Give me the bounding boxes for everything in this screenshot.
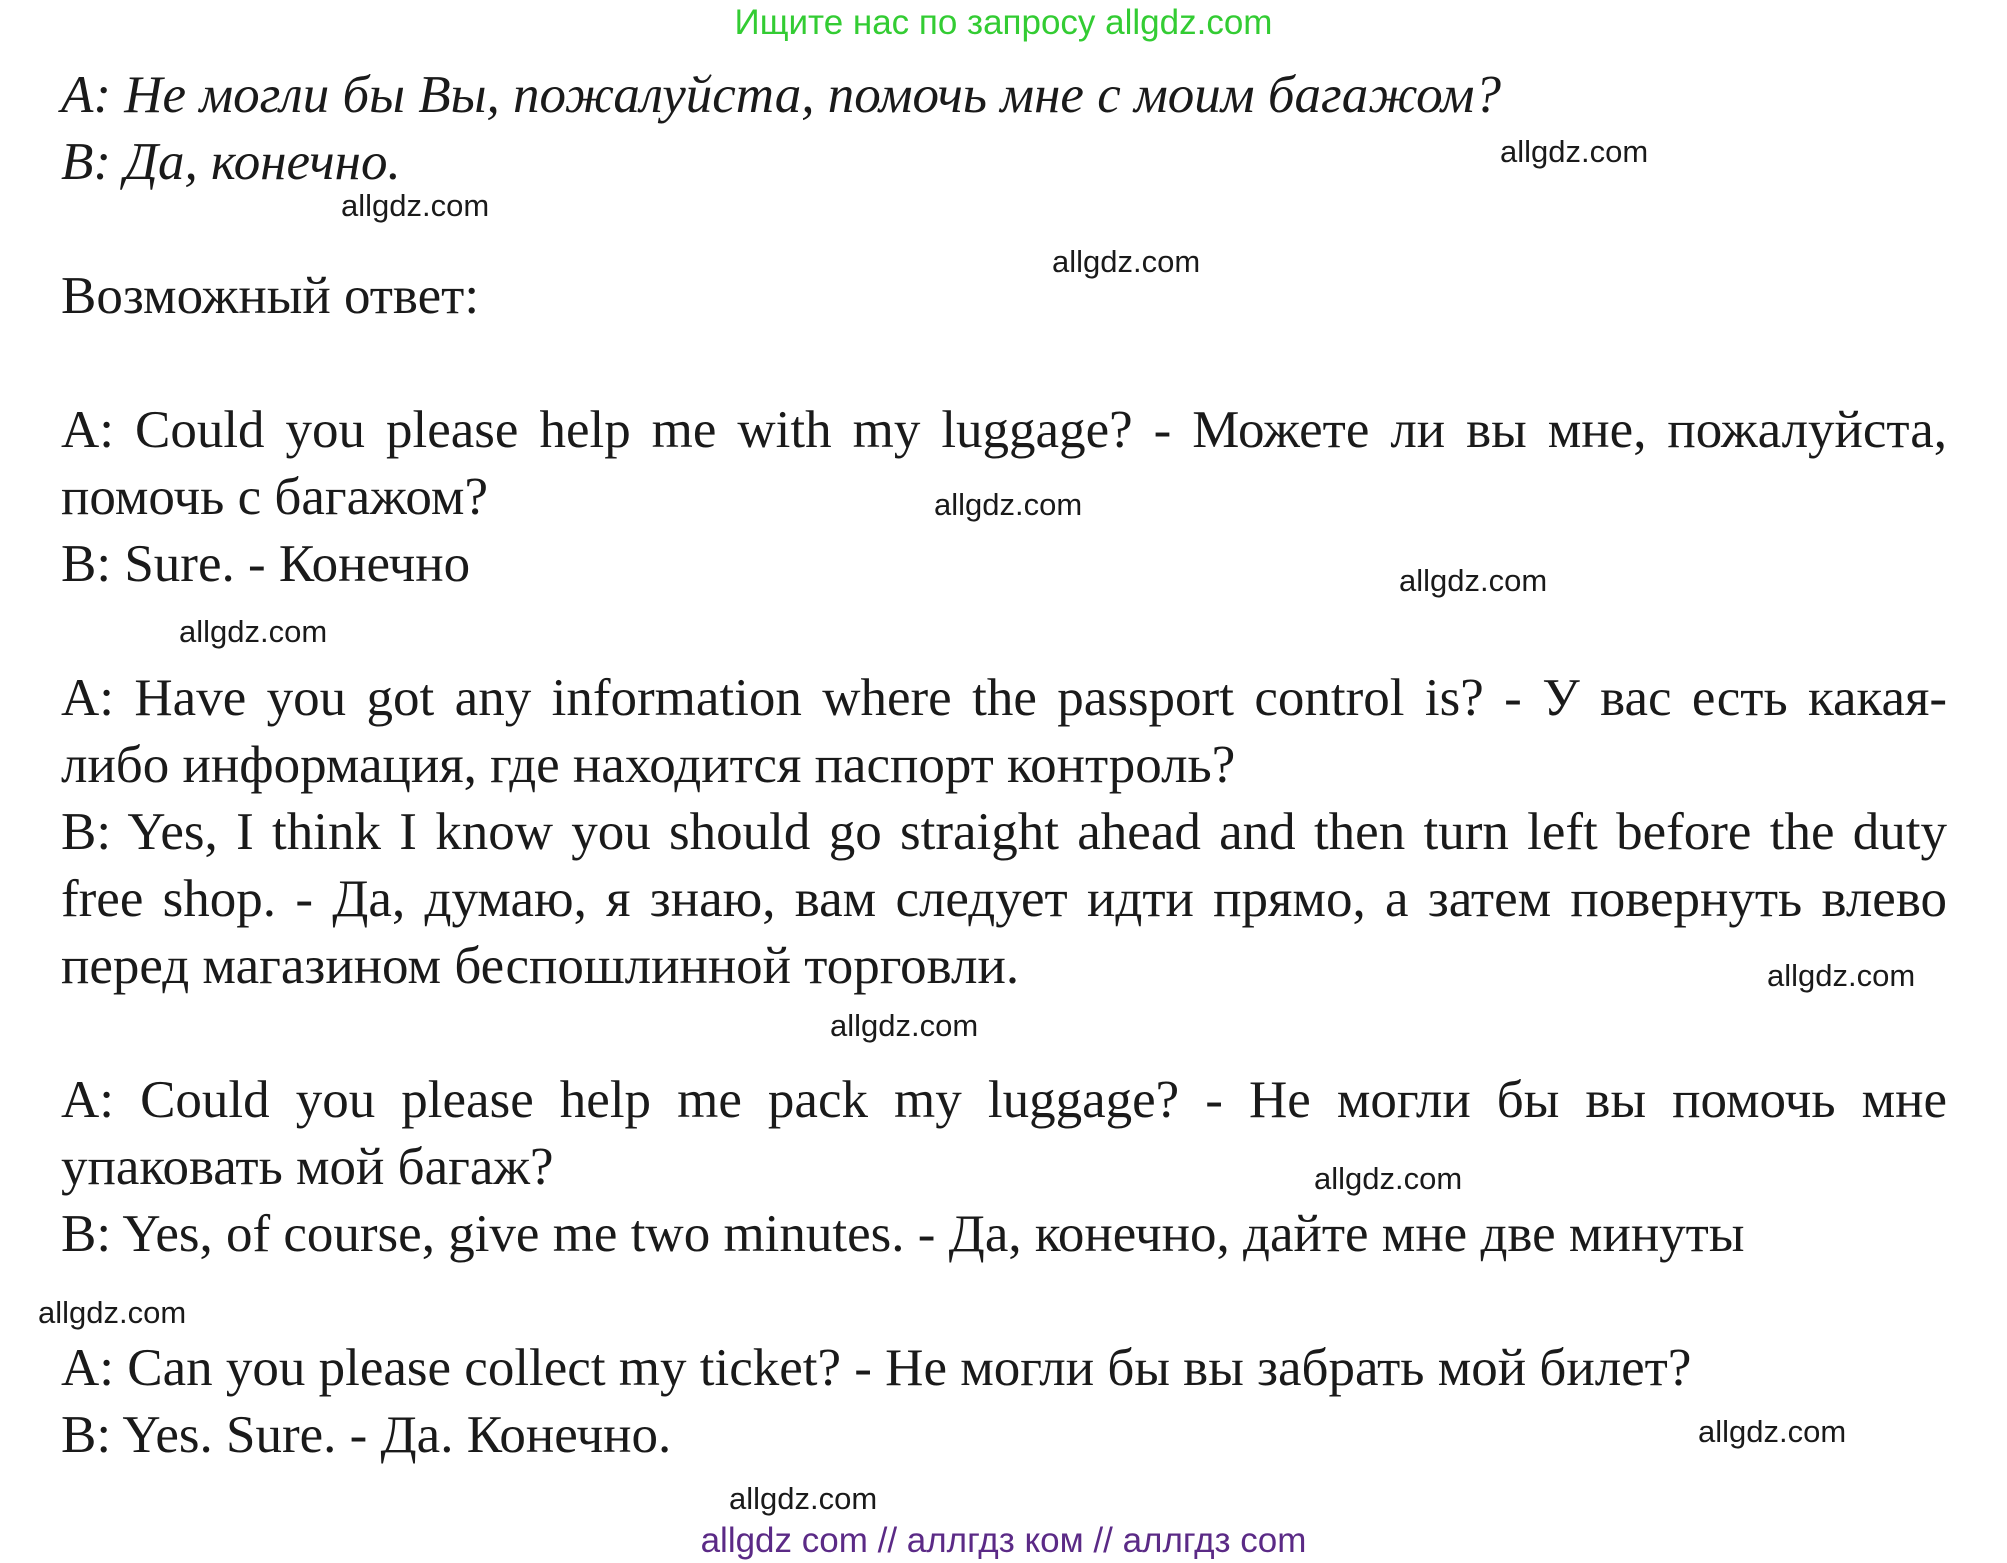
footer-links: allgdz com // аллгдз ком // аллгдз com bbox=[700, 1521, 1307, 1560]
dialogue-3-b: B: Yes, of course, give me two minutes. - Да, конечно, дайте мне две минуты bbox=[61, 1205, 1745, 1263]
spacer bbox=[61, 1268, 1947, 1335]
dialogue-4-b: B: Yes. Sure. - Да. Конечно. bbox=[61, 1406, 672, 1464]
watermark: allgdz.com bbox=[1052, 244, 1201, 279]
document-body bbox=[61, 62, 1947, 1469]
top-banner: Ищите нас по запросу allgdz.com bbox=[734, 3, 1273, 42]
spacer bbox=[61, 1000, 1947, 1067]
section-heading: Возможный ответ: bbox=[61, 267, 480, 325]
watermark: allgdz.com bbox=[1399, 563, 1548, 598]
dialogue-3-a: A: Could you please help me pack my luggage? - Не могли бы вы помочь мне упаковать мой багаж? bbox=[61, 1071, 1947, 1196]
watermark: allgdz.com bbox=[179, 614, 328, 649]
watermark: allgdz.com bbox=[729, 1481, 878, 1516]
intro-line-a: A: Не могли бы Вы, пожалуйста, помочь мне с моим багажом? bbox=[61, 66, 1501, 124]
dialogue-1-a: A: Could you please help me with my luggage? - Можете ли вы мне, пожалуйста, помочь с багажом? bbox=[61, 401, 1947, 526]
watermark: allgdz.com bbox=[38, 1295, 187, 1330]
watermark: allgdz.com bbox=[934, 487, 1083, 522]
watermark: allgdz.com bbox=[830, 1008, 979, 1043]
intro-line-b: B: Да, конечно. bbox=[61, 133, 401, 191]
dialogue-2-b: B: Yes, I think I know you should go straight ahead and then turn left before the duty free shop. - Да, думаю, я знаю, вам следует идти прямо, а затем повернуть влево перед магазином беспошлинной торговли. bbox=[61, 803, 1947, 995]
watermark: allgdz.com bbox=[1314, 1161, 1463, 1196]
watermark: allgdz.com bbox=[1698, 1414, 1847, 1449]
dialogue-2-a: A: Have you got any information where the passport control is? - У вас есть какая-либо информация, где находится паспорт контроль? bbox=[61, 669, 1947, 794]
watermark: allgdz.com bbox=[341, 188, 490, 223]
spacer bbox=[61, 330, 1947, 397]
dialogue-4-a: A: Can you please collect my ticket? - Не могли бы вы забрать мой билет? bbox=[61, 1339, 1692, 1397]
watermark: allgdz.com bbox=[1500, 134, 1649, 169]
watermark: allgdz.com bbox=[1767, 958, 1916, 993]
dialogue-1-b: B: Sure. - Конечно bbox=[61, 535, 471, 593]
spacer bbox=[61, 598, 1947, 665]
